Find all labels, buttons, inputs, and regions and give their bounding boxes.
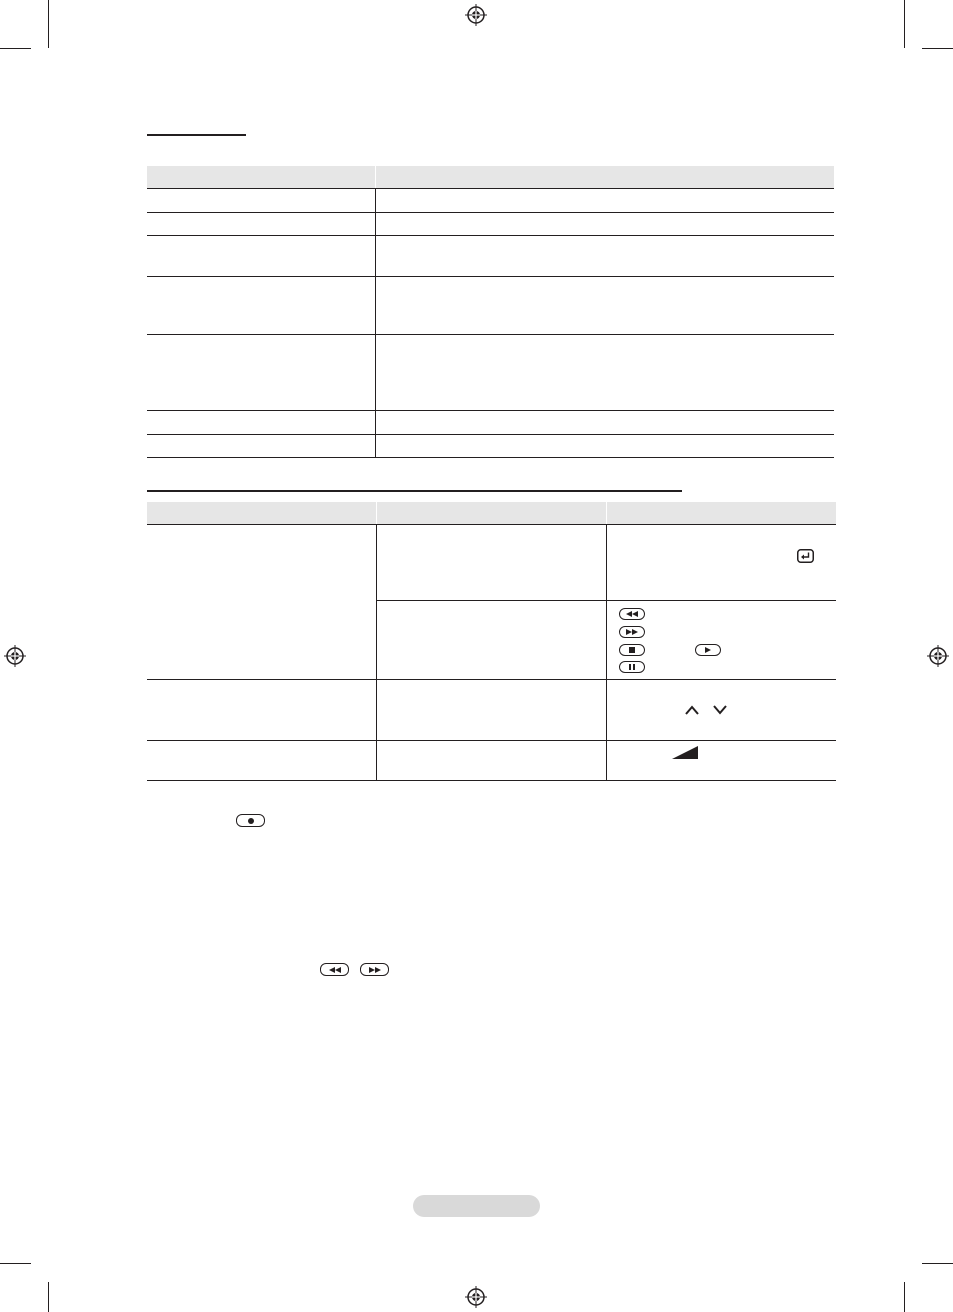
record-icon <box>236 814 265 827</box>
fast-forward-icon <box>619 626 645 638</box>
crop-mark <box>0 1263 31 1264</box>
table-rule <box>147 780 836 781</box>
table-rule <box>147 235 834 236</box>
table-rule <box>147 334 834 335</box>
rewind-icon <box>320 963 349 976</box>
table-column-divider <box>376 502 377 524</box>
table-rule <box>147 188 834 189</box>
registration-mark-icon <box>927 645 949 667</box>
crop-mark <box>922 1263 953 1264</box>
table-column-divider <box>375 188 376 458</box>
registration-mark-icon <box>465 4 487 26</box>
table-rule <box>147 212 834 213</box>
table-column-divider <box>376 524 377 781</box>
table-header <box>147 502 836 524</box>
stop-icon <box>619 644 645 656</box>
chevron-down-icon <box>713 705 727 715</box>
table-column-divider <box>606 502 607 524</box>
table-rule <box>147 434 834 435</box>
crop-mark <box>904 0 905 48</box>
table-rule <box>147 276 834 277</box>
table-rule <box>147 524 836 525</box>
table-column-divider <box>606 524 607 781</box>
chevron-up-icon <box>685 705 699 715</box>
table-rule <box>147 679 836 680</box>
crop-mark <box>0 48 31 49</box>
table-header <box>147 166 834 188</box>
volume-wedge-icon <box>672 746 698 759</box>
crop-mark <box>904 1282 905 1312</box>
fast-forward-icon <box>360 963 389 976</box>
pause-icon <box>619 661 645 673</box>
table-rule <box>147 410 834 411</box>
crop-mark <box>48 0 49 48</box>
section-heading-underline <box>147 490 682 492</box>
section-heading-underline <box>147 134 246 136</box>
registration-mark-icon <box>4 645 26 667</box>
crop-mark <box>48 1282 49 1312</box>
play-icon <box>695 644 721 656</box>
page-number-pill <box>413 1195 540 1217</box>
registration-mark-icon <box>465 1286 487 1308</box>
table-rule <box>147 740 836 741</box>
table-rule <box>147 457 834 458</box>
enter-return-icon <box>797 549 814 563</box>
crop-mark <box>922 48 953 49</box>
rewind-icon <box>619 608 645 620</box>
